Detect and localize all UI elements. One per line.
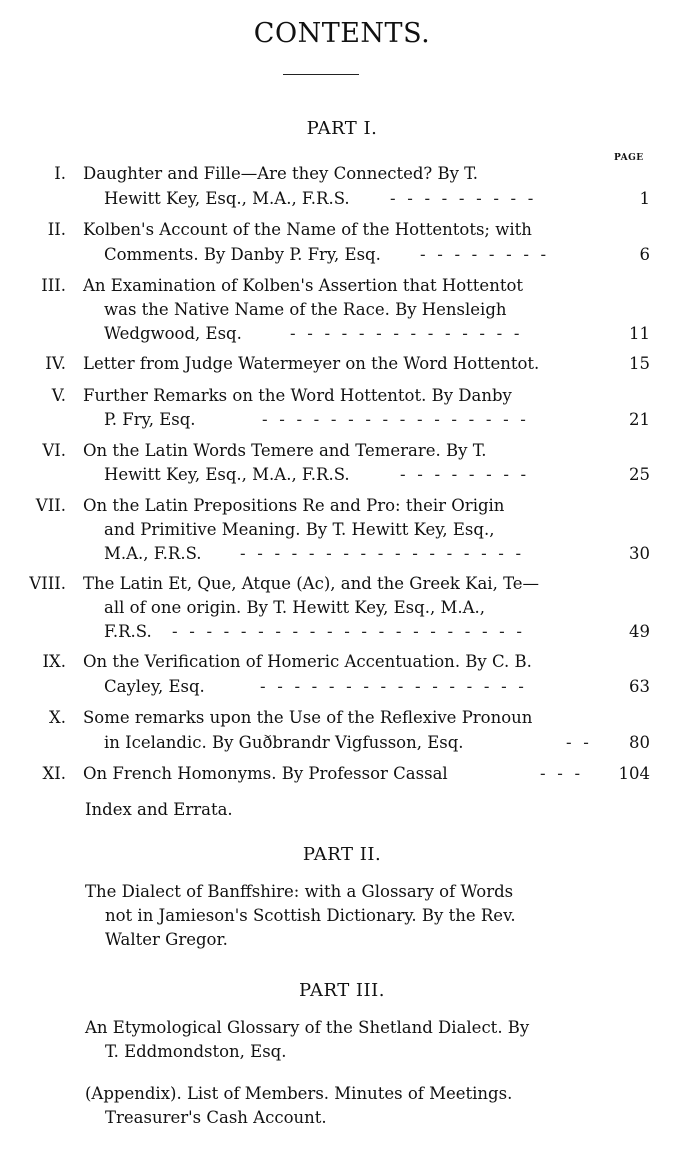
part-2-line: not in Jamieson's Scottish Dictionary. By the Rev. [105,906,516,925]
entry-line: On French Homonyms. By Professor Cassal [83,764,448,783]
dot-leaders: - - - - - - - - - - - - - - - - - [240,544,525,563]
dot-leaders: - - - - - - - - - [390,189,537,208]
entry-line: F.R.S. [104,622,152,641]
part-3-line: An Etymological Glossary of the Shetland Dialect. By [85,1018,530,1037]
entry-page: 49 [629,622,650,641]
appendix-line: (Appendix). List of Members. Minutes of Meetings. [85,1084,513,1103]
appendix-line: Treasurer's Cash Account. [105,1108,327,1127]
entry-number: I. [54,164,66,183]
entry-number: III. [41,276,66,295]
part-2-heading: PART II. [302,844,382,865]
dot-leaders: - - - - - - - - - - - - - - - - [262,410,530,429]
entry-line: Letter from Judge Watermeyer on the Word Hottentot. [83,354,540,373]
entry-line: Hewitt Key, Esq., M.A., F.R.S. [104,189,350,208]
dot-leaders: - - [566,733,592,752]
entry-line: P. Fry, Esq. [104,410,196,429]
entry-line: Kolben's Account of the Name of the Hottentots; with [83,220,532,239]
dot-leaders: - - - - - - - - [400,465,530,484]
entry-line: The Latin Et, Que, Atque (Ac), and the Greek Kai, Te— [83,574,540,593]
entry-number: II. [47,220,66,239]
dot-leaders: - - - [540,764,584,783]
entry-page: 21 [629,410,650,429]
entry-line: in Icelandic. By Guðbrandr Vigfusson, Esq. [104,733,464,752]
entry-number: VII. [35,496,66,515]
entry-line: was the Native Name of the Race. By Hensleigh [104,300,507,319]
entry-page: 104 [618,764,650,783]
entry-line: and Primitive Meaning. By T. Hewitt Key, Esq., [104,520,495,539]
page-column-label: PAGE [614,153,644,163]
dot-leaders: - - - - - - - - - - - - - - - - [260,677,528,696]
entry-page: 1 [639,189,650,208]
entry-page: 11 [629,324,650,343]
entry-page: 30 [629,544,650,563]
entry-line: Hewitt Key, Esq., M.A., F.R.S. [104,465,350,484]
entry-number: IV. [45,354,66,373]
entry-number: XI. [42,764,66,783]
title-rule [283,74,359,75]
entry-line: all of one origin. By T. Hewitt Key, Esq., M.A., [104,598,485,617]
dot-leaders: - - - - - - - - - - - - - - [290,324,523,343]
part-3-heading: PART III. [299,980,385,1001]
entry-number: X. [49,708,66,727]
index-errata: Index and Errata. [85,800,233,819]
entry-page: 15 [629,354,650,373]
dot-leaders: - - - - - - - - [420,245,550,264]
entry-page: 25 [629,465,650,484]
entry-line: M.A., F.R.S. [104,544,202,563]
part-1-heading: PART I. [306,118,378,139]
entry-line: An Examination of Kolben's Assertion that Hottentot [83,276,524,295]
entry-number: V. [51,386,66,405]
entry-number: IX. [42,652,66,671]
entry-line: On the Latin Words Temere and Temerare. By T. [83,441,487,460]
entry-line: On the Latin Prepositions Re and Pro: their Origin [83,496,505,515]
entry-page: 6 [639,245,650,264]
page-title: CONTENTS. [253,18,431,49]
part-2-line: Walter Gregor. [105,930,228,949]
entry-line: On the Verification of Homeric Accentuation. By C. B. [83,652,532,671]
entry-number: VIII. [29,574,66,593]
entry-number: VI. [42,441,66,460]
entry-page: 63 [629,677,650,696]
entry-line: Further Remarks on the Word Hottentot. By Danby [83,386,512,405]
part-2-line: The Dialect of Banffshire: with a Glossary of Words [85,882,514,901]
entry-line: Some remarks upon the Use of the Reflexive Pronoun [83,708,533,727]
dot-leaders: - - - - - - - - - - - - - - - - - - - - - [172,622,526,641]
entry-line: Wedgwood, Esq. [104,324,242,343]
entry-page: 80 [629,733,650,752]
entry-line: Daughter and Fille—Are they Connected? By T. [83,164,479,183]
part-3-line: T. Eddmondston, Esq. [105,1042,287,1061]
entry-line: Cayley, Esq. [104,677,205,696]
entry-line: Comments. By Danby P. Fry, Esq. [104,245,381,264]
